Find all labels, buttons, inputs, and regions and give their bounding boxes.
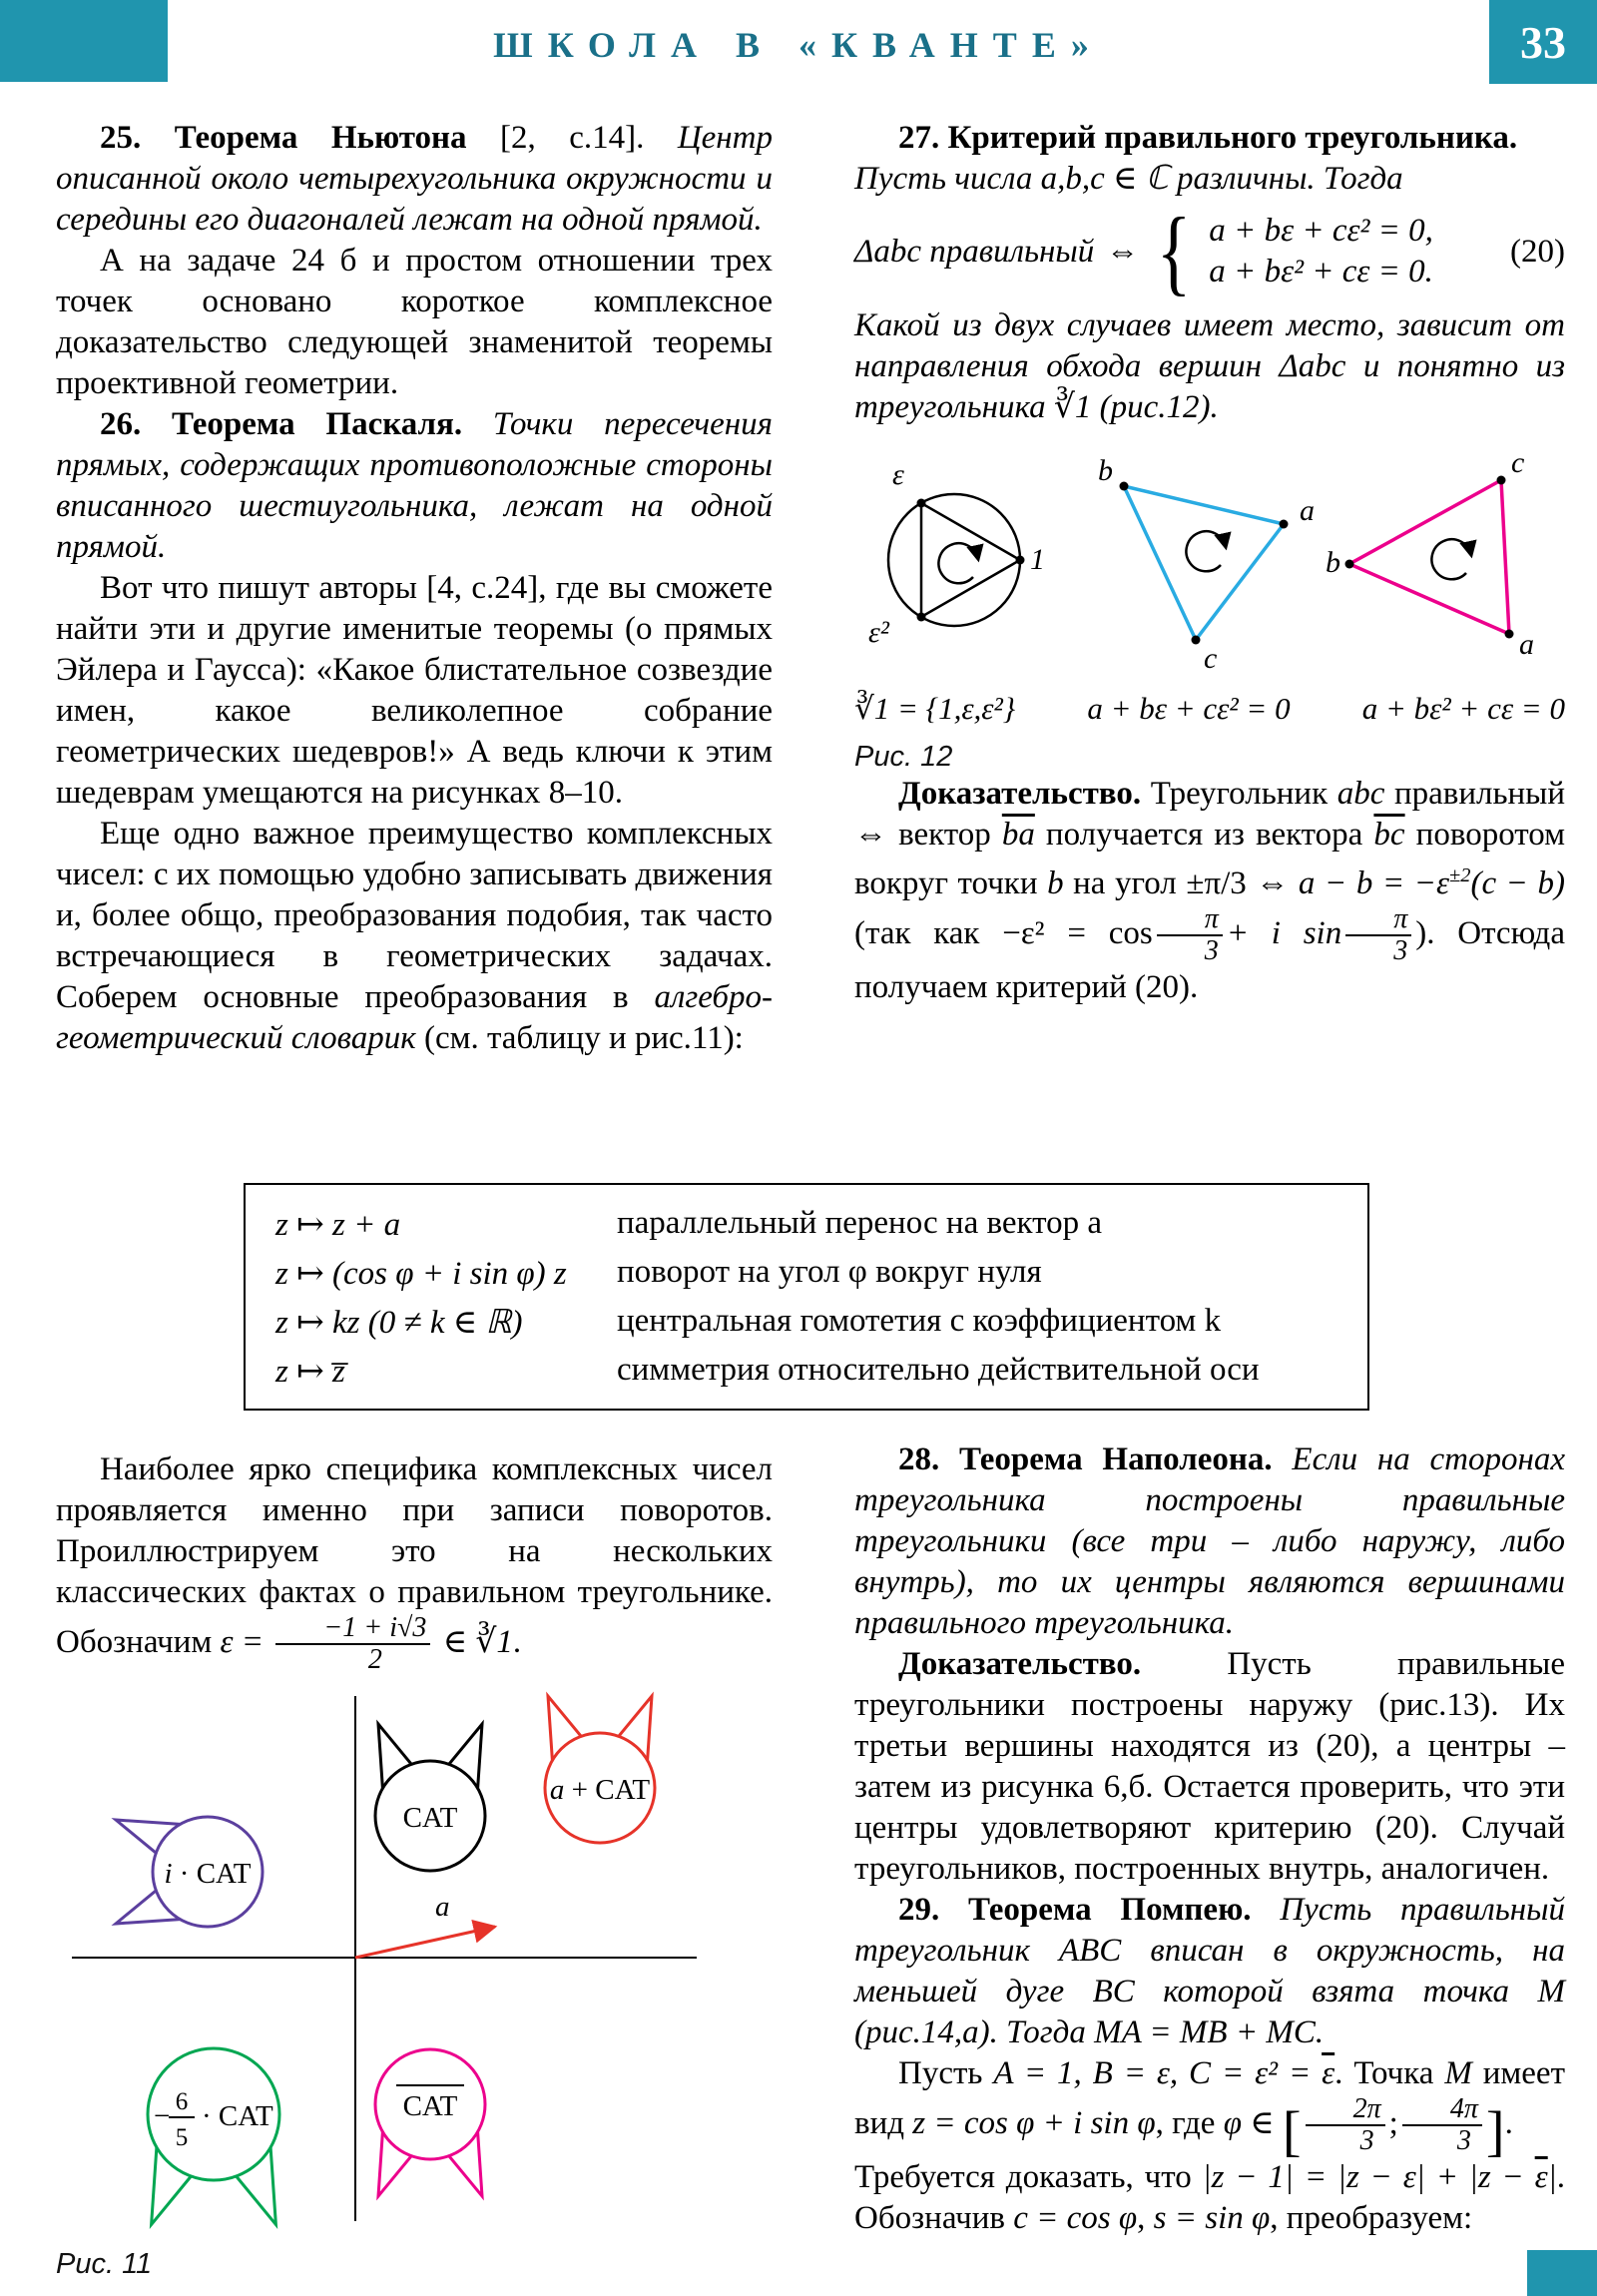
fraction-denominator: 5 <box>175 2123 189 2151</box>
fraction: $\frac{2\pi}{3}$ <box>1306 2094 1385 2157</box>
math-run: z = cos φ + i sin φ <box>912 2104 1156 2141</box>
criterion-formula-1: a + bε + cε² = 0 <box>1087 691 1291 726</box>
figure-11 <box>56 1690 773 2281</box>
figure-12-formulas <box>854 691 1565 727</box>
epsilon-conjugate: $\overline{\varepsilon}$ <box>1534 2158 1548 2195</box>
theorem-27-title: 27. Критерий правильного треугольника. <box>898 120 1518 156</box>
table-row <box>246 1297 1367 1346</box>
vertex-label: a <box>1300 494 1315 527</box>
text-run: на угол ±π/3 ⇔ <box>1063 865 1299 901</box>
epsilon-conjugate: $\overline{\varepsilon}$ <box>1322 2055 1335 2091</box>
right-column <box>854 118 1565 1008</box>
table-row <box>246 1248 1367 1297</box>
fraction: $\frac{\pi}{3}$ <box>1345 904 1411 967</box>
figure-12 <box>854 442 1565 774</box>
formula-20-lhs: Δabc правильный <box>854 233 1095 270</box>
page-number: 33 <box>1489 0 1597 84</box>
text-run: , <box>1137 2199 1154 2236</box>
brace-glyph: { <box>1156 198 1192 304</box>
math-run: |z − 1| = |z − ε| + |z − <box>1202 2158 1535 2195</box>
theorem-29-title: 29. Теорема Помпею. <box>898 1892 1252 1928</box>
fraction: $\frac{4\pi}{3}$ <box>1402 2094 1482 2157</box>
vertex-label: 1 <box>1030 543 1045 576</box>
vector-ba: $\overline{ba}$ <box>1001 817 1035 853</box>
formula-20 <box>854 198 1565 304</box>
rotation-arrow-icon <box>1431 539 1471 579</box>
theorem-29 <box>854 1890 1565 2053</box>
left-column-lower <box>56 1449 773 2281</box>
roots-set-formula: ∛1 = {1,ε,ε²} <box>854 691 1016 726</box>
vector-a-label: a <box>435 1890 450 1923</box>
paragraph-29b <box>854 2157 1565 2239</box>
dictionary-term: алгебро-геометрический словарик <box>56 979 773 1056</box>
theorem-28-title: 28. Теорема Наполеона. <box>898 1441 1273 1477</box>
math-run: b <box>1047 865 1064 901</box>
section-header-title: ШКОЛА В «КВАНТЕ» <box>493 25 1104 65</box>
fraction: $\frac{-1 + i√3}{2}$ <box>275 1613 430 1676</box>
proof-label: Доказательство. <box>898 776 1142 812</box>
text-run: (рис.12). <box>1091 389 1219 425</box>
figure-12-caption: Рис. 12 <box>854 741 953 773</box>
text-run: Наиболее ярко специфика комплексных чисел проявляется именно при записи поворотов. Проиллюстрируем это на нескольких классических фактах о правильном треугольнике. Обозначим <box>56 1451 773 1660</box>
fraction-numerator: 6 <box>175 2087 189 2115</box>
paragraph-27 <box>854 305 1565 428</box>
text-run: и понятно из треугольника <box>854 348 1565 425</box>
left-column <box>56 118 773 1059</box>
text-run: , преобразуем: <box>1270 2199 1473 2236</box>
cat-conjugate <box>375 2049 485 2196</box>
paragraph-theorem-26 <box>56 404 773 568</box>
math-run: a − b = −ε <box>1298 865 1450 901</box>
theorem-25-citation: [2, с.14]. <box>466 120 678 156</box>
vertex-label: a <box>1519 628 1534 661</box>
cat-label: CAT <box>402 1801 458 1834</box>
bracket-open: [ <box>1282 2100 1302 2163</box>
text-run: . <box>1504 2104 1513 2141</box>
paragraph-bridge: А на задаче 24 б и простом отношении трех точек основано короткое комплексное доказательство следующей знаменитой теоремы проективной геометрии. <box>56 243 773 401</box>
vertex-label: ε² <box>868 616 889 649</box>
cat-translated <box>545 1696 655 1843</box>
theorem-29-statement: Пусть правильный треугольник ABC вписан в окружность, на меньшей дуге BC которой взята точка M (рис.14,а). Тогда MA = MB + MC. <box>854 1892 1565 2050</box>
bottom-right-accent-block <box>1527 2250 1597 2296</box>
math-run: ∛1 <box>1053 389 1092 425</box>
description-cell: поворот на угол φ вокруг нуля <box>617 1254 1042 1290</box>
formula-20-system <box>1209 213 1433 290</box>
vertex-label: c <box>1511 446 1525 479</box>
text-run: Пусть <box>898 2055 994 2091</box>
paragraph-29a <box>854 2053 1565 2163</box>
theorem-26-title: 26. Теорема Паскаля. <box>100 406 463 442</box>
math-run: φ ∈ <box>1223 2104 1283 2141</box>
unit-circle-triangle <box>868 458 1045 649</box>
math-run: a,b,c ∈ ℂ <box>1040 161 1169 197</box>
i-cat-label: i · CAT <box>164 1857 252 1890</box>
math-run: s = sin φ <box>1153 2199 1271 2236</box>
paragraph-dictionary-intro <box>56 814 773 1059</box>
description-cell: симметрия относительно действительной оси <box>617 1352 1260 1388</box>
conjugate-cat-label: CAT <box>402 2089 458 2122</box>
theorem-27-intro <box>854 159 1565 200</box>
cat-scaled <box>148 2048 279 2224</box>
math-run: c = cos φ <box>1013 2199 1138 2236</box>
equation-tag: (20) <box>1510 233 1565 270</box>
text-run: Пусть числа <box>854 161 1041 197</box>
vertex-label: c <box>1204 642 1218 675</box>
scaled-cat-label: · CAT <box>202 2099 273 2132</box>
vertex-label: b <box>1098 454 1113 487</box>
equation-2: a + bε² + cε = 0. <box>1209 254 1433 289</box>
description-cell: параллельный перенос на вектор a <box>617 1205 1102 1241</box>
paragraph-quote: Вот что пишут авторы [4, с.24], где вы сможете найти эти и другие именитые теоремы (о прямых Эйлера и Гаусса): «Какое блистательное созвездие имен, какое великолепное собрание геометрических шедевров!» А ведь ключи к этим шедеврам умещаются на рисунках 8–10. <box>56 570 773 811</box>
theorem-28-statement: Если на сторонах треугольника построены правильные треугольники (все три – либо наружу, либо внутрь), то их центры являются вершинами правильного треугольника. <box>854 1441 1566 1641</box>
figure-12-canvas <box>854 442 1565 682</box>
text-run: получается из вектора <box>1034 817 1374 853</box>
paragraph-rotations <box>56 1449 773 1676</box>
formula-cell: z ↦ z + a <box>275 1206 401 1243</box>
text-run: Требуется доказать, что <box>854 2158 1203 2195</box>
figure-11-caption: Рис. 11 <box>56 2247 153 2280</box>
equation-1: a + bε + cε² = 0, <box>1209 213 1433 249</box>
formula-cell: z ↦ kz (0 ≠ k ∈ ℝ) <box>275 1304 523 1341</box>
bracket-close: ] <box>1485 2100 1505 2163</box>
formula-cell: z ↦ (cos φ + i sin φ) z <box>275 1255 567 1292</box>
minus-sign: − <box>154 2099 171 2132</box>
math-run: Δabc <box>1279 348 1346 384</box>
text-run: поворотом вокруг точки <box>854 817 1565 901</box>
math-run: M <box>1444 2055 1472 2091</box>
vertex-label: b <box>1326 546 1340 579</box>
theorem-25-title: 25. Теорема Ньютона <box>100 120 467 156</box>
right-column-lower <box>854 1439 1565 2239</box>
proof-27 <box>854 774 1565 1008</box>
vertex-label: ε <box>892 458 904 491</box>
text-run: правильный ⇔ вектор <box>854 776 1566 853</box>
formula-cell: z ↦ z̅ <box>275 1353 345 1390</box>
iff-symbol: ⇔ <box>1106 233 1140 270</box>
description-cell: центральная гомотетия с коэффициентом k <box>617 1303 1222 1339</box>
vector-a-arrow <box>355 1927 495 1958</box>
table-row <box>246 1199 1367 1248</box>
rotation-arrow-icon <box>938 543 978 583</box>
text-run: ). Отсюда получаем критерий (20). <box>854 914 1565 1005</box>
text-run: Треугольник <box>1141 776 1337 812</box>
text-run: . Точка <box>1334 2055 1445 2091</box>
math-run: A = 1, B = ε, C = ε² = <box>993 2055 1323 2091</box>
figure-11-canvas <box>56 1690 773 2229</box>
text-run: , где <box>1155 2104 1224 2141</box>
math-run: ε = <box>220 1623 272 1660</box>
table-row <box>246 1346 1367 1395</box>
cat-original <box>375 1724 485 1871</box>
paragraph-theorem-25 <box>56 118 773 241</box>
text-run: имеет вид <box>854 2055 1565 2141</box>
vector-bc: $\overline{bc}$ <box>1373 817 1405 853</box>
criterion-formula-2: a + bε² + cε = 0 <box>1361 691 1565 726</box>
triangle-positive-orientation <box>1098 454 1315 675</box>
fraction: $\frac{\pi}{3}$ <box>1157 904 1223 967</box>
math-run: abc <box>1336 776 1385 812</box>
theorem-26-statement: Точки пересечения прямых, содержащих противоположные стороны вписанного шестиугольника, лежат на одной прямой. <box>56 406 774 565</box>
text-run: Еще одно важное преимущество комплексных чисел: с их помощью удобно записывать движения и, более общо, преобразования подобия, так часто встречающиеся в геометрических задачах. Соберем основные преобразования в <box>56 816 773 1015</box>
text-run: (так как −ε² = cos <box>854 914 1153 951</box>
math-run: + i sin <box>1226 914 1342 951</box>
cat-rotated <box>116 1817 263 1927</box>
separator: ; <box>1388 2104 1398 2141</box>
text-run: различны. Тогда <box>1168 161 1403 197</box>
proof-28 <box>854 1644 1565 1890</box>
theorem-28 <box>854 1439 1565 1644</box>
text-run: . <box>512 1623 522 1660</box>
math-run: (c − b) <box>1470 865 1565 901</box>
theorem-25-statement: Центр описанной около четырехугольника окружности и середины его диагоналей лежат на одной прямой. <box>56 120 773 238</box>
proof-label: Доказательство. <box>898 1646 1142 1682</box>
math-run: | <box>1547 2158 1557 2195</box>
exponent: ±2 <box>1449 864 1471 886</box>
text-run: . Обозначив <box>854 2158 1566 2236</box>
rotation-arrow-icon <box>1186 531 1226 571</box>
text-run: Какой из двух случаев имеет место, зависит от направления обхода вершин <box>854 307 1565 384</box>
a-plus-cat-label: a + CAT <box>549 1773 651 1806</box>
transformations-table <box>244 1183 1369 1411</box>
text-run: Пусть правильные треугольники построены наружу (рис.13). Их третьи вершины находятся из (20), а центры – затем из рисунка 6,б. Остается проверить, что эти центры удовлетворяют критерию (20). Случай треугольников, построенных внутрь, аналогичен. <box>854 1646 1565 1887</box>
text-run: (см. таблицу и рис.11): <box>415 1020 744 1056</box>
math-run: ∈ ∛1 <box>434 1623 513 1660</box>
triangle-negative-orientation <box>1326 446 1534 661</box>
